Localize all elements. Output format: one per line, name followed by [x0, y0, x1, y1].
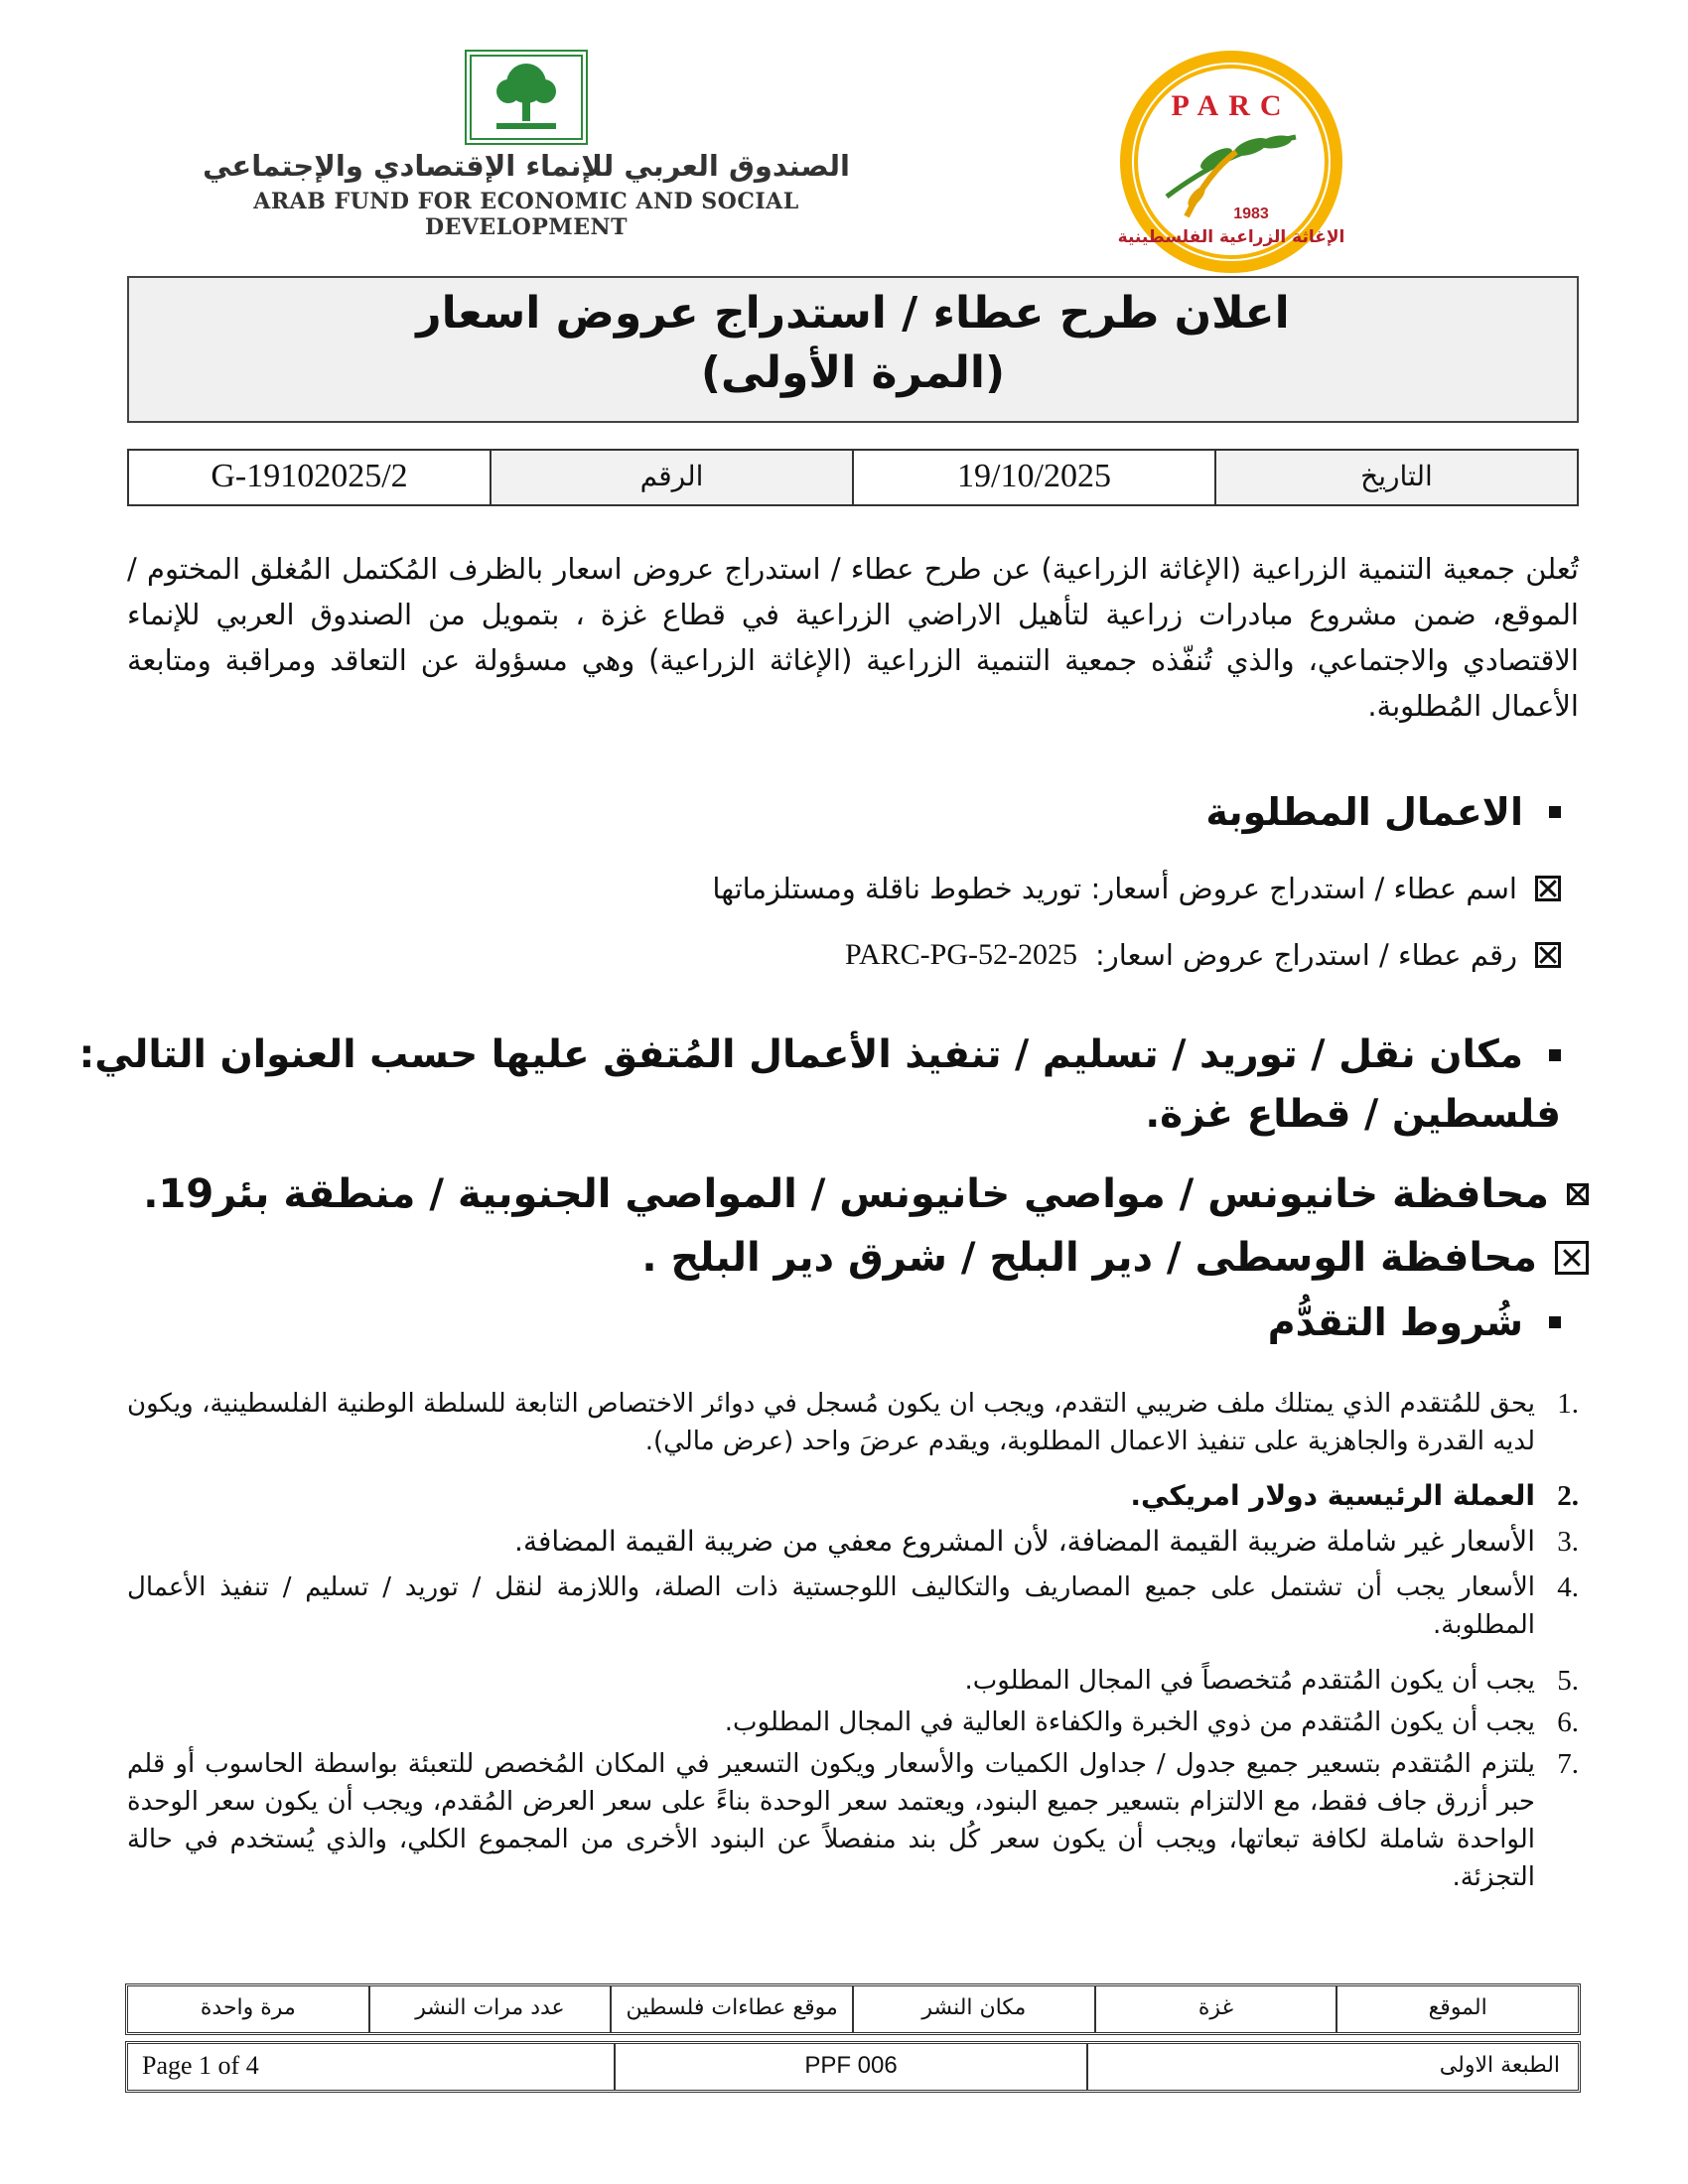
- condition-text: يجب أن يكون المُتقدم مُتخصصاً في المجال المطلوب.: [964, 1666, 1535, 1696]
- condition-item: [127, 1569, 1579, 1644]
- condition-item: [127, 1704, 1579, 1741]
- condition-item: [127, 1523, 1579, 1561]
- bullet-square-icon: [1549, 1316, 1561, 1328]
- location-place-2-text: محافظة الوسطى / دير البلح / شرق دير البلح .: [641, 1235, 1537, 1281]
- works-number-label: رقم عطاء / استدراج عروض اسعار:: [1094, 938, 1517, 972]
- publish-count-label: عدد مرات النشر: [368, 1986, 611, 2032]
- publish-count-value: مرة واحدة: [200, 1995, 296, 2020]
- publish-place-label: مكان النشر: [852, 1986, 1094, 2032]
- condition-text: الأسعار غير شاملة ضريبة القيمة المضافة، لأن المشروع معفي من ضريبة القيمة المضافة.: [514, 1525, 1535, 1558]
- checked-box-icon: [1567, 1183, 1589, 1205]
- announcement-title-box: [127, 276, 1579, 423]
- conditions-heading-text: شُروط التقدُّم: [1267, 1300, 1523, 1344]
- parc-logo: [1018, 48, 1445, 276]
- arab-fund-emblem-icon: [465, 50, 588, 145]
- location-place-2: [641, 1235, 1589, 1281]
- document-footer-table: [125, 2041, 1581, 2093]
- publication-info-table: [125, 1983, 1581, 2035]
- bullet-square-icon: [1549, 806, 1561, 818]
- form-code: PPF 006: [614, 2044, 1087, 2090]
- condition-number: 4.: [1557, 1571, 1579, 1603]
- number-value: G-19102025/2: [211, 458, 408, 494]
- condition-item: [127, 1662, 1579, 1700]
- works-name-item: [712, 872, 1561, 905]
- conditions-heading: [1268, 1300, 1561, 1344]
- location-region: فلسطين / قطاع غزة.: [1145, 1092, 1561, 1137]
- parc-name-arabic: الإغاثة الزراعية الفلسطينية: [1117, 227, 1345, 247]
- location-heading: [79, 1032, 1561, 1077]
- checked-box-icon: [1555, 1241, 1589, 1275]
- condition-number: 2.: [1557, 1480, 1579, 1512]
- condition-text: يجب أن يكون المُتقدم من ذوي الخبرة والكفاءة العالية في المجال المطلوب.: [724, 1707, 1535, 1737]
- condition-item: [127, 1745, 1579, 1896]
- edition-label: الطبعة الاولى: [1086, 2044, 1578, 2090]
- condition-text: العملة الرئيسية دولار امريكي.: [1130, 1479, 1535, 1512]
- works-number-value: PARC-PG-52-2025: [845, 938, 1077, 971]
- works-heading: [1205, 790, 1561, 834]
- works-name-text: اسم عطاء / استدراج عروض أسعار: توريد خطوط ناقلة ومستلزماتها: [712, 872, 1517, 905]
- condition-number: 3.: [1557, 1526, 1579, 1558]
- condition-number: 1.: [1557, 1388, 1579, 1420]
- works-number-item: [845, 938, 1561, 972]
- date-value: 19/10/2025: [852, 451, 1214, 504]
- parc-year: 1983: [1233, 205, 1269, 222]
- fund-name-arabic: الصندوق العربي للإنماء الإقتصادي والإجتماعي: [203, 149, 850, 183]
- arab-fund-logo: [149, 50, 904, 240]
- page-number: Page 1 of 4: [142, 2051, 259, 2080]
- condition-text: يلتزم المُتقدم بتسعير جميع جدول / جداول الكميات والأسعار ويكون التسعير في المكان المُخصص للتعبئة بواسطة الحاسوب أو قلم حبر أزرق جاف فقط، مع الالتزام بتسعير جميع البنود، ويعتمد سعر الوحدة بناءً على سعر العرض المُقدم، ويجب أن يكون سعر الوحدة الواحدة شاملة لكافة تبعاتها، ويجب أن يكون سعر كُل بند منفصلاً عن البنود الأخرى من المجموع الكلي، والذي يُستخدم في حالة التجزئة.: [127, 1749, 1535, 1892]
- location-heading-text: مكان نقل / توريد / تسليم / تنفيذ الأعمال المُتفق عليها حسب العنوان التالي:: [78, 1032, 1523, 1077]
- parc-logo-text: PARC: [1171, 89, 1292, 122]
- site-value: غزة: [1094, 1986, 1336, 2032]
- location-place-1: [143, 1171, 1589, 1217]
- condition-number: 7.: [1557, 1748, 1579, 1780]
- works-heading-text: الاعمال المطلوبة: [1205, 790, 1523, 834]
- number-label: الرقم: [490, 451, 852, 504]
- bullet-square-icon: [1549, 1049, 1561, 1061]
- intro-paragraph: تُعلن جمعية التنمية الزراعية (الإغاثة الزراعية) عن طرح عطاء / استدراج عروض اسعار بالظرف المُكتمل المُغلق المختوم / الموقع، ضمن مشروع مبادرات زراعية لتأهيل الاراضي الزراعية في قطاع غزة ، بتمويل من الصندوق العربي للإنماء الاقتصادي والاجتماعي، والذي تُنفّذه جمعية التنمية الزراعية (الإغاثة الزراعية) وهي مسؤولة عن التعاقد ومراقبة ومتابعة الأعمال المُطلوبة.: [127, 552, 1579, 723]
- condition-number: 5.: [1557, 1665, 1579, 1697]
- reference-table: [127, 449, 1579, 506]
- condition-item: [127, 1385, 1579, 1460]
- announcement-subtitle: (المرة الأولى): [700, 347, 1006, 398]
- fund-name-english: ARAB FUND FOR ECONOMIC AND SOCIAL DEVELOPMENT: [253, 189, 799, 240]
- site-label: الموقع: [1336, 1986, 1578, 2032]
- condition-item: [127, 1477, 1579, 1515]
- checked-box-icon: [1535, 942, 1561, 968]
- condition-number: 6.: [1557, 1706, 1579, 1738]
- announcement-title: اعلان طرح عطاء / استدراج عروض اسعار: [416, 288, 1290, 339]
- location-place-1-text: محافظة خانيونس / مواصي خانيونس / المواصي الجنوبية / منطقة بئر19.: [143, 1171, 1549, 1217]
- date-label: التاريخ: [1214, 451, 1577, 504]
- condition-text: الأسعار يجب أن تشتمل على جميع المصاريف والتكاليف اللوجستية ذات الصلة، واللازمة لنقل / توريد / تسليم / تنفيذ الأعمال المطلوبة.: [127, 1572, 1535, 1640]
- publish-place-value: موقع عطاءات فلسطين: [610, 1986, 852, 2032]
- condition-text: يحق للمُتقدم الذي يمتلك ملف ضريبي التقدم، ويجب ان يكون مُسجل في دوائر الاختصاص التابعة للسلطة الوطنية الفلسطينية، ويكون لديه القدرة والجاهزية على تنفيذ الاعمال المطلوبة، ويقدم عرضَ واحد (عرض مالي).: [127, 1389, 1535, 1456]
- checked-box-icon: [1535, 876, 1561, 901]
